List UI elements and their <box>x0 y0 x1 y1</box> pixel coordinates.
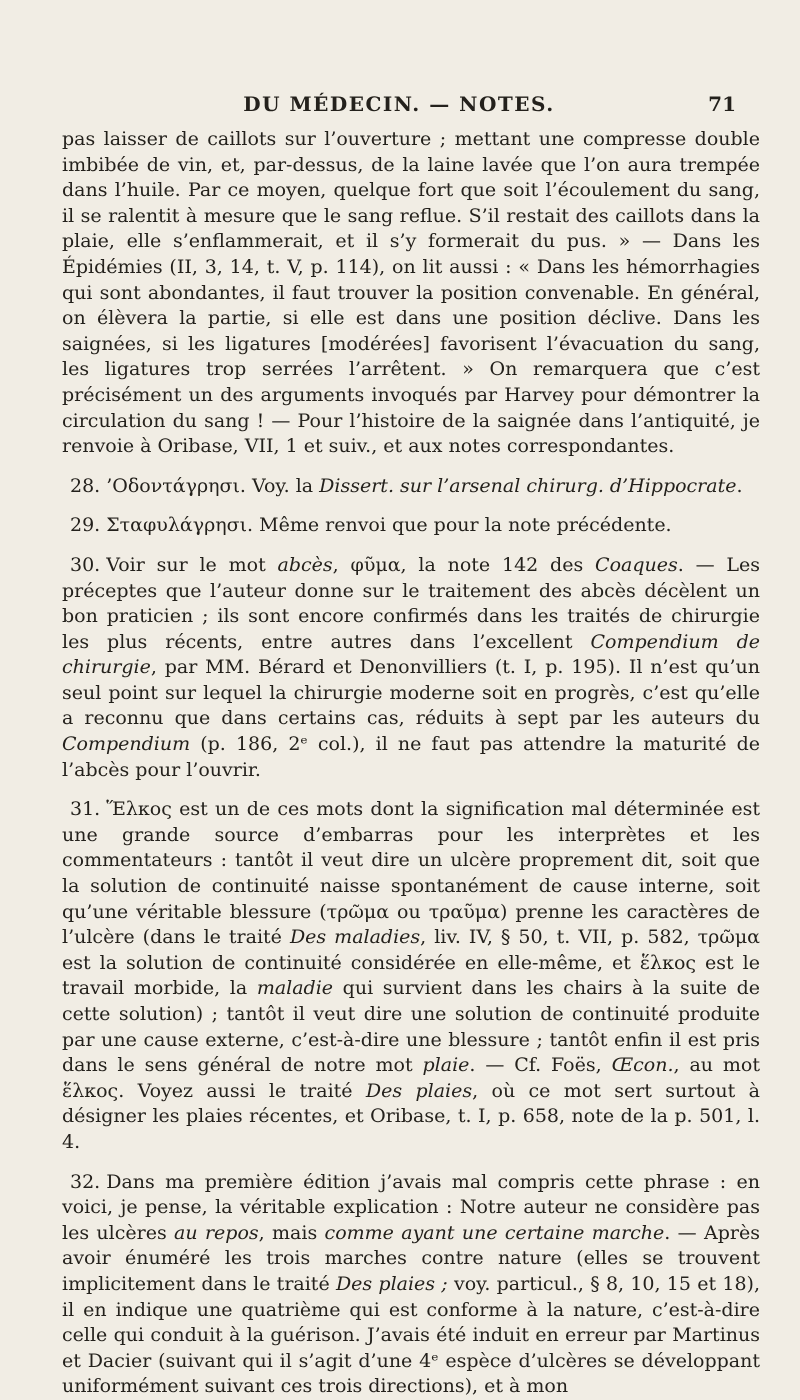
note-text: , liv. IV, § 50, t. VII, p. 582, τρῶμα est la solution de continuité considérée en elle-même, et ἕλκος est le travail morbide, la <box>62 926 761 1000</box>
note-text: ’Οδοντάγρησι. Voy. la <box>106 474 320 497</box>
note-32 <box>62 1170 760 1400</box>
note-30 <box>62 553 760 783</box>
page-header <box>62 92 736 122</box>
note-text: , φῦμα, la note 142 des <box>332 553 596 576</box>
note-29 <box>62 513 760 539</box>
note-text: Ἕλκος est un de ces mots dont la signification mal déterminée est une grande source d’embarras pour les interprètes et les commentateurs : tantôt il veut dire un ulcère proprement dit, soit que la solution de continuité naisse spontanément de cause interne, soit qu’une véritable blessure (τρῶμα ou τραῦμα) prenne les caractères de l’ulcère (dans le traité <box>62 798 760 949</box>
note-italic: Coaques <box>595 553 678 576</box>
note-text: . <box>736 474 743 497</box>
note-text: (p. 186, 2ᵉ col.), il ne faut pas attendre la maturité de l’abcès pour l’ouvrir. <box>62 733 760 781</box>
note-italic: Des plaies ; <box>335 1272 448 1295</box>
note-text: . — Les préceptes que l’auteur donne sur le traitement des abcès décèlent un bon praticien ; ils sont encore confirmés dans les traités de chirurgie les plus récents, entre autres dans l’excellent <box>62 553 761 653</box>
note-italic: Des plaies <box>365 1079 473 1102</box>
note-text: voy. particul., § 8, 10, 15 et 18), il en indique une quatrième qui est conforme à la nature, c’est-à-dire celle qui conduit à la guérison. J’avais été induit en erreur par Martinus et Dacier (suivant qui il s’agit d’une 4ᵉ espèce d’ulcères se développant uniformément suivant ces trois directions), et à mon <box>62 1272 760 1398</box>
note-text: , où ce mot sert surtout à désigner les plaies récentes, et Oribase, t. I, p. 658, note de la p. 501, l. 4. <box>62 1079 760 1153</box>
note-text: , mais <box>258 1221 325 1244</box>
note-italic: Dissert. sur l’arsenal chirurg. d’Hippocrate <box>319 474 737 497</box>
note-italic: plaie <box>422 1054 470 1077</box>
page-number: 71 <box>708 92 736 116</box>
note-number: 32. <box>70 1170 101 1193</box>
note-text: Dans ma première édition j’avais mal compris cette phrase : en voici, je pense, la véritable explication : Notre auteur ne considère pas les ulcères <box>62 1170 760 1244</box>
note-italic: Compendium de chirurgie <box>62 630 760 679</box>
note-text: . — Après avoir énuméré les trois marches contre nature (elles se trouvent implicitement dans le traité <box>62 1221 760 1295</box>
note-number: 31. <box>70 798 101 821</box>
note-number: 28. <box>70 474 101 497</box>
running-title: DU MÉDECIN. — NOTES. <box>243 92 555 116</box>
note-italic: au repos <box>174 1221 259 1244</box>
note-italic: Des maladies <box>289 926 421 949</box>
notes-body <box>62 127 760 1400</box>
note-italic: Compendium <box>62 733 191 756</box>
note-text: . — Cf. Foës, <box>469 1054 612 1077</box>
note-text: qui survient dans les chairs à la suite de cette solution) ; tantôt il veut dire une solution de continuité produite par une cause externe, c’est-à-dire une blessure ; tantôt enfin il est pris dans le sens général de notre mot <box>62 977 761 1077</box>
continued-paragraph <box>62 127 760 460</box>
note-28 <box>62 474 760 500</box>
note-text: , par MM. Bérard et Denonvilliers (t. I, p. 195). Il n’est qu’un seul point sur lequel la chirurgie moderne soit en progrès, c’est qu’elle a reconnu que dans certains cas, réduits à sept par les auteurs du <box>62 656 760 730</box>
note-italic: comme ayant une certaine marche <box>324 1221 665 1244</box>
note-text: Voir sur le mot <box>106 553 278 576</box>
note-31 <box>62 797 760 1155</box>
note-text: Σταφυλάγρησι. Même renvoi que pour la note précédente. <box>106 514 672 537</box>
note-number: 30. <box>70 553 101 576</box>
note-italic: maladie <box>256 977 334 1000</box>
paragraph-text: pas laisser de caillots sur l’ouverture ; mettant une compresse double imbibée de vin, et, par-dessus, de la laine lavée que l’on aura trempée dans l’huile. Par ce moyen, quelque fort que soit l’écoulement du sang, il se ralentit à mesure que le sang reflue. S’il restait des caillots dans la plaie, elle s’enflammerait, et il s’y formerait du pus. » — Dans les Épidémies (II, 3, 14, t. V, p. 114), on lit aussi : « Dans les hémorrhagies qui sont abondantes, il faut trouver la position convenable. En général, on élèvera la partie, si elle est dans une position déclive. Dans les saignées, si les ligatures [modérées] favorisent l’évacuation du sang, les ligatures trop serrées l’arrêtent. » On remarquera que c’est précisément un des arguments invoqués par Harvey pour démontrer la circulation du sang ! — Pour l’histoire de la saignée dans l’antiquité, je renvoie à Oribase, VII, 1 et suiv., et aux notes correspondantes. <box>62 128 760 458</box>
note-italic: abcès <box>277 553 333 576</box>
note-italic: Œcon. <box>611 1054 674 1077</box>
note-text: , au mot ἕλκος. Voyez aussi le traité <box>62 1054 761 1102</box>
note-number: 29. <box>70 514 101 537</box>
